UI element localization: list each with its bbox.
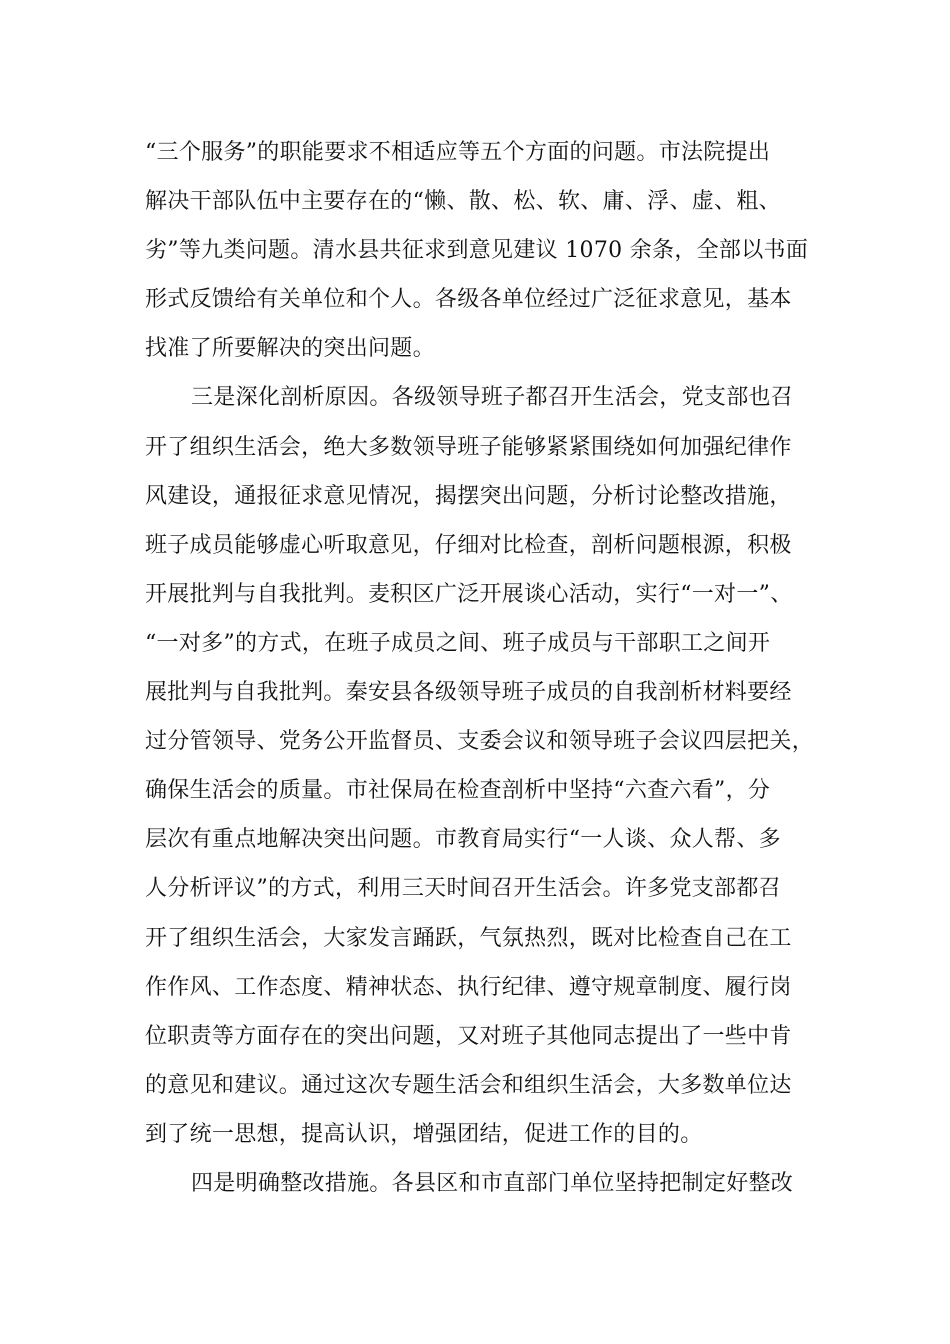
text-line: 展批判与自我批判。秦安县各级领导班子成员的自我剖析材料要经 bbox=[145, 680, 792, 706]
paragraph-start-line: 三是深化剖析原因。各级领导班子都召开生活会，党支部也召 bbox=[191, 385, 794, 411]
text-line: 劣”等九类问题。清水县共征求到意见建议 1070 余条，全部以书面 bbox=[145, 238, 809, 264]
text-line: 到了统一思想，提高认识，增强团结，促进工作的目的。 bbox=[145, 1121, 703, 1147]
text-line: “三个服务”的职能要求不相适应等五个方面的问题。市法院提出 bbox=[145, 140, 771, 165]
text-line: 风建设，通报征求意见情况，揭摆突出问题，分析讨论整改措施， bbox=[145, 483, 792, 509]
text-line: 过分管领导、党务公开监督员、支委会议和领导班子会议四层把关， bbox=[145, 729, 815, 755]
text-line: 找准了所要解决的突出问题。 bbox=[145, 336, 435, 362]
text-line: 开了组织生活会，绝大多数领导班子能够紧紧围绕如何加强纪律作 bbox=[145, 434, 792, 460]
text-line: 的意见和建议。通过这次专题生活会和组织生活会，大多数单位达 bbox=[145, 1072, 792, 1098]
text-line: 开了组织生活会，大家发言踊跃，气氛热烈，既对比检查自己在工 bbox=[145, 925, 792, 951]
text-line: 人分析评议”的方式，利用三天时间召开生活会。许多党支部都召 bbox=[145, 876, 781, 902]
text-line: 层次有重点地解决突出问题。市教育局实行“一人谈、众人帮、多 bbox=[145, 827, 781, 853]
text-line: 解决干部队伍中主要存在的“懒、散、松、软、庸、浮、虚、粗、 bbox=[145, 189, 781, 215]
text-line: 位职责等方面存在的突出问题，又对班子其他同志提出了一些中肯 bbox=[145, 1023, 792, 1049]
text-line: 作作风、工作态度、精神状态、执行纪律、遵守规章制度、履行岗 bbox=[145, 974, 792, 1000]
text-line: 班子成员能够虚心听取意见，仔细对比检查，剖析问题根源，积极 bbox=[145, 532, 792, 558]
text-line: 确保生活会的质量。市社保局在检查剖析中坚持“六查六看”，分 bbox=[145, 778, 771, 804]
paragraph-start-line: 四是明确整改措施。各县区和市直部门单位坚持把制定好整改 bbox=[191, 1170, 794, 1196]
body-text bbox=[145, 128, 815, 1208]
text-line: 开展批判与自我批判。麦积区广泛开展谈心活动，实行“一对一”、 bbox=[145, 581, 793, 607]
text-line: 形式反馈给有关单位和个人。各级各单位经过广泛征求意见，基本 bbox=[145, 287, 792, 313]
text-line: “一对多”的方式，在班子成员之间、班子成员与干部职工之间开 bbox=[145, 630, 771, 656]
